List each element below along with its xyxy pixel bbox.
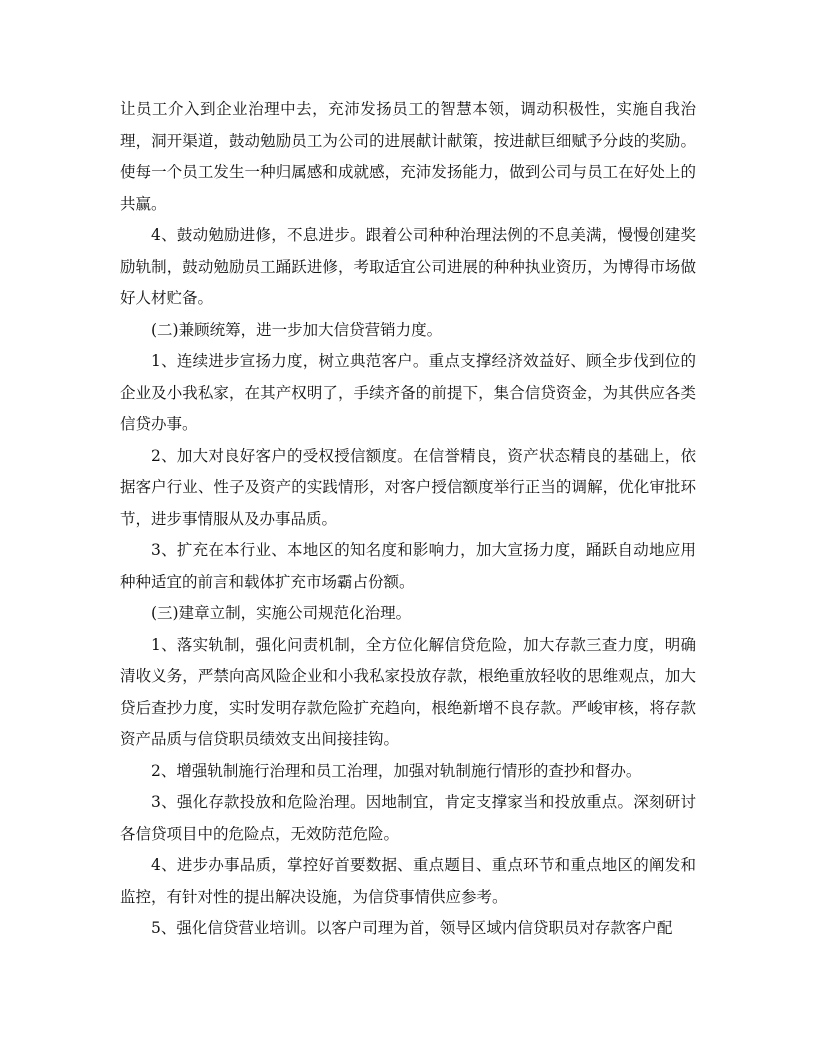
paragraph-promotion-model-clients: 1、连续进步宣扬力度，树立典范客户。重点支撑经济效益好、顾全步伐到位的企业及小我私家，在其产权明了，手续齐备的前提下，集合信贷资金，为其供应各类信贷办事。 — [120, 352, 696, 433]
paragraph-encourage-learning: 4、鼓动勉励进修，不息进步。跟着公司种种治理法例的不息美满，慢慢创建奖励轨制，鼓动勉励员工踊跃进修，考取适宜公司进展的种种执业资历，为博得市场做好人材贮备。 — [120, 226, 696, 307]
section-heading-regulation: (三)建章立制，实施公司规范化治理。 — [151, 604, 412, 622]
paragraph-system-management: 2、增强轨制施行治理和员工治理，加强对轨制施行情形的查抄和督办。 — [151, 761, 642, 780]
paragraph-risk-management: 3、强化存款投放和危险治理。因地制宜，肯定支撑家当和投放重点。深刻研讨各信贷项目中的危险点，无效防范危险。 — [120, 793, 696, 843]
paragraph-training: 5、强化信贷营业培训。以客户司理为首，领导区域内信贷职员对存款客户配 — [151, 919, 673, 937]
paragraph-employee-participation: 让员工介入到企业治理中去，充沛发扬员工的智慧本领，调动积极性，实施自我治理，洞开渠道，鼓动勉励员工为公司的进展献计献策，按进献巨细赋予分歧的奖励。使每一个员工发生一种归属感和成就感，充沛发扬能力，做到公司与员工在好处上的共赢。 — [120, 100, 696, 213]
paragraph-market-share: 3、扩充在本行业、本地区的知名度和影响力，加大宣扬力度，踊跃自动地应用种种适宜的前言和载体扩充市场霸占份额。 — [120, 541, 696, 591]
paragraph-service-quality: 4、进步办事品质，掌控好首要数据、重点题目、重点环节和重点地区的阐发和监控，有针对性的提出解决设施，为信贷事情供应参考。 — [120, 856, 696, 906]
paragraph-credit-quota: 2、加大对良好客户的受权授信额度。在信誉精良，资产状态精良的基础上，依据客户行业、性子及资产的实践情形，对客户授信额度举行正当的调解，优化审批环节，进步事情服从及办事品质。 — [120, 446, 696, 528]
section-heading-credit-marketing: (二)兼顾统筹，进一步加大信贷营销力度。 — [151, 320, 443, 339]
paragraph-accountability: 1、落实轨制，强化问责机制，全方位化解信贷危险，加大存款三查力度，明确清收义务，严禁向高风险企业和小我私家投放存款，根绝重放轻收的思维观点，加大贷后查抄力度，实时发明存款危险扩充趋向，根绝新增不良存款。严峻审核，将存款资产品质与信贷职员绩效支出间接挂钩。 — [120, 635, 696, 748]
document-body — [120, 94, 696, 945]
